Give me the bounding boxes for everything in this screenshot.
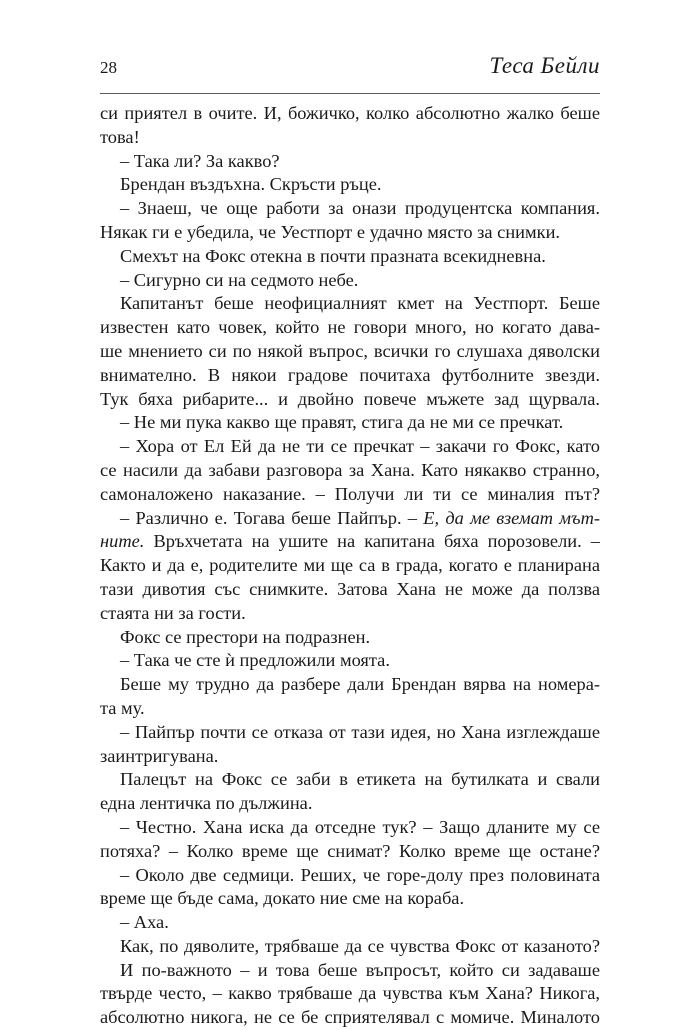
- text-line: се насили да забави разговора за Хана. Като някакво странно,: [100, 459, 600, 480]
- page-number: 28: [100, 58, 117, 77]
- text-line: – Честно. Хана иска да отседне тук? – Защо дланите му се: [120, 816, 600, 837]
- text-line: Капитанът беше неофициалният кмет на Уестпорт. Беше: [120, 293, 600, 314]
- body-text: [100, 102, 600, 1030]
- text-line: та му.: [100, 697, 145, 718]
- text-line: Палецът на Фокс се заби в етикета на бутилката и свали: [120, 769, 600, 790]
- text-line: – Пайпър почти се отказа от тази идея, но Хана изглеждаше: [120, 721, 600, 742]
- text-line: – Аха.: [120, 912, 169, 933]
- text-line: известен като човек, който не говори много, но когато дава-: [100, 317, 600, 338]
- text-line: – Не ми пука какво ще правят, стига да не ми се пречкат.: [120, 412, 564, 433]
- page-header: [100, 52, 600, 86]
- text-line: – Около две седмици. Реших, че горе-долу през половината: [120, 864, 600, 885]
- text-line: Някак ги е убедила, че Уестпорт е удачно място за снимки.: [100, 221, 561, 242]
- text-line: Фокс се престори на подразнен.: [120, 626, 371, 647]
- text-line: И по-важното – и това беше въпросът, който си задаваше: [120, 959, 600, 980]
- text-line: потяха? – Колко време ще снимат? Колко време ще остане?: [100, 840, 600, 861]
- text-line: Как, по дяволите, трябваше да се чувства Фокс от казаното?: [120, 935, 600, 956]
- text-line: си приятел в очите. И, божичко, колко абсолютно жалко беше: [100, 103, 600, 123]
- text-line-mixed: [100, 507, 600, 531]
- text-line: – Сигурно си на седмото небе.: [120, 269, 359, 290]
- running-head-author: Теса Бейли: [489, 53, 600, 78]
- text-line: Брендан въздъхна. Скръсти ръце.: [120, 174, 382, 195]
- text-line: една лентичка по дължина.: [100, 793, 313, 814]
- text-line: самоналожено наказание. – Получи ли ти се миналия път?: [100, 483, 600, 504]
- text-line-mixed: [100, 530, 600, 554]
- text-line: Смехът на Фокс отекна в почти празната всекидневна.: [120, 245, 546, 266]
- text-run: Връхчетата на ушите на капитана бяха порозовели. –: [144, 531, 600, 552]
- text-line: това!: [100, 126, 140, 147]
- header-rule: [100, 93, 600, 94]
- text-line: стаята ни за гости.: [100, 602, 246, 623]
- text-line: – Така ли? За какво?: [120, 150, 280, 171]
- text-line: – Така че сте ѝ предложили моята.: [120, 650, 390, 671]
- text-line: Тук бяха рибарите... и двойно повече мъжете зад щурвала.: [100, 388, 600, 409]
- text-line: тази дивотия със снимките. Затова Хана не може да ползва: [100, 578, 600, 599]
- text-line: абсолютно никога, не се бе сприятелявал с момиче. Миналото: [100, 1007, 600, 1028]
- text-line: заинтригувана.: [100, 745, 219, 766]
- italic-text-run: ните.: [100, 531, 145, 552]
- text-line: Беше му трудно да разбере дали Брендан вярва на номера-: [120, 674, 600, 695]
- text-line: твърде често, – какво трябваше да чувства към Хана? Никога,: [100, 983, 600, 1004]
- text-line: Както и да е, родителите ми ще са в града, когато е планирана: [100, 555, 600, 576]
- text-line: – Хора от Ел Ей да не ти се пречкат – закачи го Фокс, като: [120, 436, 600, 457]
- text-line: внимателно. В някои градове почитаха футболните звезди.: [100, 364, 600, 385]
- text-line: време ще бъде сама, докато ние сме на кораба.: [100, 888, 465, 909]
- italic-text-run: Е, да ме вземат мът-: [423, 507, 600, 528]
- text-line: – Знаеш, че още работи за онази продуцентска компания.: [120, 198, 600, 219]
- text-line: ше мнението си по някой въпрос, всички го слушаха дяволски: [100, 340, 600, 361]
- text-run: – Различно е. Тогава беше Пайпър. –: [120, 507, 424, 528]
